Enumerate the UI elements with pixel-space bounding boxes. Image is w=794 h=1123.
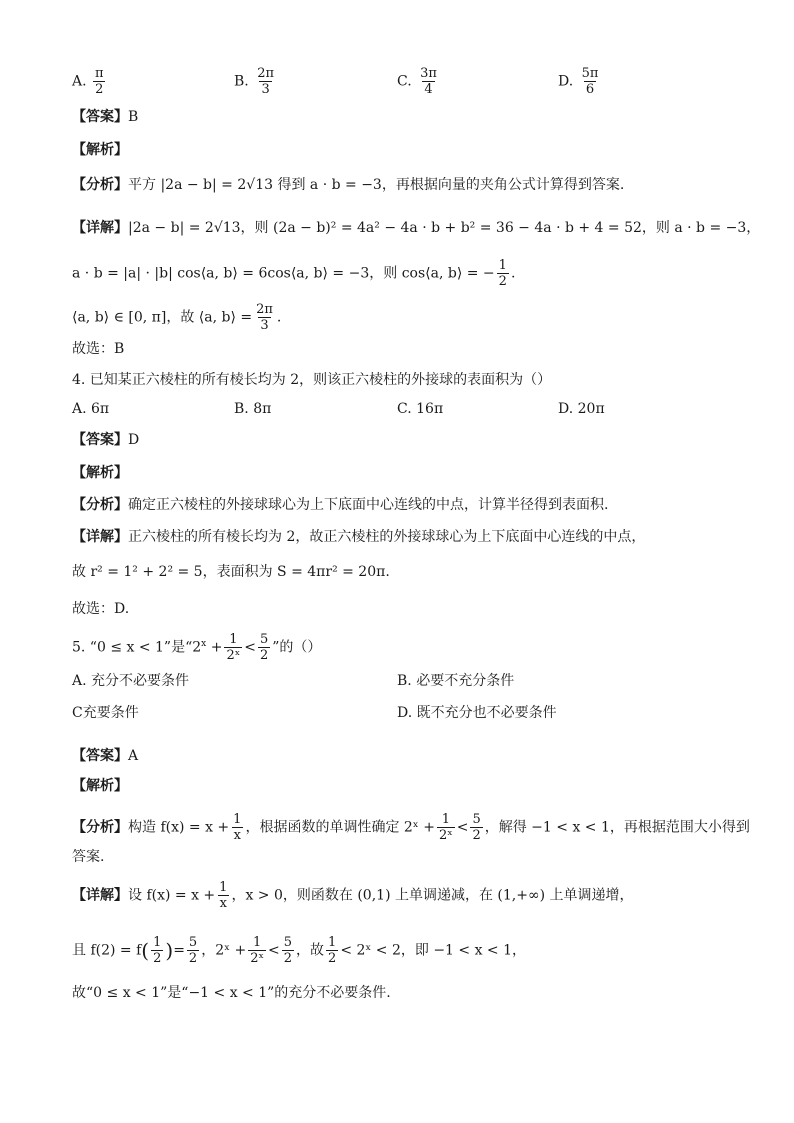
- fraction: [282, 935, 294, 966]
- numerator: 1: [153, 935, 162, 950]
- option-text: 8π: [253, 401, 272, 417]
- numerator: 5: [472, 812, 481, 827]
- denominator: x: [233, 828, 241, 843]
- answer-value: A: [128, 748, 139, 764]
- option-fraction: [255, 66, 276, 97]
- detail-tag: 【详解】: [72, 220, 128, 236]
- detail-text: .: [276, 309, 282, 326]
- fraction: [187, 935, 199, 966]
- detail-text: < 2ˣ < 2，即 −1 < x < 1，: [340, 942, 527, 959]
- denominator: 2: [472, 828, 481, 843]
- fenxi-tag: 【分析】: [72, 497, 128, 513]
- stem-superscript: x: [201, 638, 207, 649]
- denominator: 3: [260, 318, 269, 333]
- numerator: π: [95, 66, 104, 81]
- q4-option-c: [397, 399, 443, 419]
- numerator: 5π: [581, 66, 599, 81]
- detail-text: =: [173, 942, 185, 959]
- denominator: 2: [283, 951, 293, 966]
- q3-analysis-tag: [72, 140, 128, 160]
- q4-stem: [72, 370, 551, 390]
- stem-text: <: [244, 639, 256, 656]
- option-label: B.: [234, 73, 249, 90]
- detail-text: ，x > 0，则函数在 (0,1) 上单调递减，在 (1,+∞) 上单调递增，: [231, 887, 634, 904]
- q3-option-b: [234, 66, 278, 97]
- question-stem: 4. 已知某正六棱柱的所有棱长均为 2，则该正六棱柱的外接球的表面积为（）: [72, 372, 552, 388]
- numerator: 1: [252, 935, 262, 950]
- fenxi-text: 平方 |2a − b| = 2√13 得到 a · b = −3，再根据向量的夹角公式计算得到答案.: [128, 177, 625, 193]
- option-label: D.: [397, 705, 413, 721]
- detail-text: ，故: [296, 942, 325, 959]
- answer-tag: 【答案】: [72, 432, 128, 448]
- denominator: 3: [261, 82, 270, 97]
- numerator: 1: [498, 258, 507, 273]
- q5-fenxi-cont: [72, 847, 104, 867]
- option-text: 必要不充分条件: [416, 673, 515, 689]
- detail-text: 设 f(x) = x +: [128, 887, 216, 904]
- detail-text: a · b = |a| · |b| cos⟨a, b⟩ = 6cos⟨a, b⟩ = −3，则 cos⟨a, b⟩ = −: [72, 265, 495, 282]
- numerator: 1: [229, 632, 238, 647]
- fenxi-tag: 【分析】: [72, 819, 128, 836]
- numerator: 2π: [257, 66, 275, 81]
- denominator: 2: [188, 951, 198, 966]
- q5-fenxi: [72, 812, 750, 843]
- q3-detail-2: [72, 258, 515, 289]
- choose-text: 故选：D.: [72, 601, 130, 617]
- option-text: 充分不必要条件: [91, 673, 190, 689]
- choose-text: 故选：B: [72, 341, 125, 357]
- option-text: 既不充分也不必要条件: [416, 705, 557, 721]
- numerator: 1: [233, 812, 242, 827]
- right-paren: ): [165, 938, 174, 963]
- q3-detail-3: [72, 302, 281, 333]
- q5-detail-1: [72, 880, 634, 911]
- fraction: [217, 880, 229, 911]
- fenxi-text: 答案.: [72, 849, 105, 865]
- fenxi-text: 构造 f(x) = x +: [128, 819, 230, 836]
- fenxi-tag: 【分析】: [72, 177, 128, 193]
- option-label: B.: [234, 401, 249, 417]
- detail-tag: 【详解】: [72, 887, 128, 904]
- denominator: x: [219, 896, 227, 911]
- fraction: [437, 812, 455, 843]
- detail-text: 故“0 ≤ x < 1”是“−1 < x < 1”的充分不必要条件.: [72, 985, 391, 1001]
- q4-choose: [72, 599, 129, 619]
- fenxi-text: ，解得 −1 < x < 1，再根据范围大小得到: [484, 819, 750, 836]
- stem-text: +: [206, 639, 223, 656]
- detail-text: ⟨a, b⟩ ∈ [0, π]，故 ⟨a, b⟩ =: [72, 309, 253, 326]
- answer-value: B: [128, 109, 139, 125]
- q3-option-c: [397, 66, 441, 97]
- q5-detail-2: [72, 935, 526, 966]
- stem-text: 5. “0 ≤ x < 1”是“2: [72, 639, 202, 656]
- q5-option-a: [72, 671, 189, 691]
- option-label: A.: [72, 673, 87, 689]
- analysis-tag: 【解析】: [72, 142, 128, 158]
- numerator: 1: [219, 880, 228, 895]
- option-label: A.: [72, 73, 87, 90]
- option-fraction: [93, 66, 106, 97]
- q3-option-d: [558, 66, 602, 97]
- denominator: 2: [259, 648, 269, 663]
- numerator: 5: [188, 935, 198, 950]
- numerator: 5: [283, 935, 293, 950]
- option-label: C.: [397, 73, 412, 90]
- denominator: 2: [95, 82, 104, 97]
- fraction: [151, 935, 163, 966]
- q4-option-a: [72, 399, 109, 419]
- detail-text: 正六棱柱的所有棱长均为 2，故正六棱柱的外接球球心为上下底面中心连线的中点，: [128, 529, 646, 545]
- option-label: C: [72, 705, 83, 721]
- option-text: 16π: [416, 401, 444, 417]
- option-label: C.: [397, 401, 412, 417]
- option-label: A.: [72, 401, 87, 417]
- q5-analysis-tag: [72, 776, 128, 796]
- denominator: 2: [328, 951, 337, 966]
- q3-detail-1: [72, 218, 760, 238]
- option-label: D.: [558, 401, 574, 417]
- option-fraction: [580, 66, 601, 97]
- fraction: [258, 632, 270, 663]
- denominator: 2: [153, 951, 162, 966]
- stem-text: ”的（）: [272, 639, 322, 656]
- denominator: 6: [585, 82, 595, 97]
- numerator: 1: [328, 935, 337, 950]
- q5-option-b: [397, 671, 514, 691]
- denominator: 2: [498, 274, 507, 289]
- numerator: 5: [259, 632, 269, 647]
- detail-text: 故 r² = 1² + 2² = 5，表面积为 S = 4πr² = 20π.: [72, 564, 390, 580]
- detail-text: .: [510, 265, 516, 282]
- q3-answer: [72, 107, 138, 127]
- numerator: 2π: [256, 302, 273, 317]
- fraction: [231, 812, 243, 843]
- answer-tag: 【答案】: [72, 748, 128, 764]
- option-label: D.: [558, 73, 574, 90]
- fraction: [224, 632, 242, 663]
- q5-stem: [72, 632, 321, 663]
- analysis-tag: 【解析】: [72, 778, 128, 794]
- q3-choose: [72, 339, 124, 359]
- fenxi-text: <: [456, 819, 469, 836]
- denominator: 2ˣ: [438, 828, 453, 843]
- fraction: [254, 302, 275, 333]
- fenxi-text: 确定正六棱柱的外接球球心为上下底面中心连线的中点，计算半径得到表面积.: [128, 497, 609, 513]
- option-fraction: [418, 66, 439, 97]
- q4-fenxi: [72, 495, 608, 515]
- option-text: 6π: [91, 401, 110, 417]
- q4-detail-1: [72, 527, 645, 547]
- fraction: [248, 935, 266, 966]
- q5-option-d: [397, 703, 557, 723]
- fraction: [470, 812, 482, 843]
- q3-fenxi: [72, 175, 624, 195]
- answer-tag: 【答案】: [72, 109, 128, 125]
- option-label: B.: [397, 673, 412, 689]
- detail-text: 且 f(2) = f: [72, 942, 142, 959]
- q4-answer: [72, 430, 139, 450]
- detail-text: <: [268, 942, 280, 959]
- left-paren: (: [141, 938, 150, 963]
- q5-detail-3: [72, 983, 391, 1003]
- detail-text: |2a − b| = 2√13，则 (2a − b)² = 4a² − 4a · b + b² = 36 − 4a · b + 4 = 52，则 a · b = −3，: [128, 220, 761, 236]
- detail-tag: 【详解】: [72, 529, 128, 545]
- fenxi-text: ，根据函数的单调性确定 2ˣ +: [245, 819, 435, 836]
- option-text: 充要条件: [82, 705, 139, 721]
- option-text: 20π: [577, 401, 605, 417]
- q4-option-b: [234, 399, 271, 419]
- q5-answer: [72, 746, 138, 766]
- answer-value: D: [128, 432, 140, 448]
- numerator: 3π: [420, 66, 437, 81]
- denominator: 2ˣ: [250, 951, 265, 966]
- numerator: 1: [441, 812, 450, 827]
- q4-analysis-tag: [72, 463, 128, 483]
- detail-text: ，2ˣ +: [201, 942, 247, 959]
- analysis-tag: 【解析】: [72, 465, 128, 481]
- q4-option-d: [558, 399, 605, 419]
- denominator: 2ˣ: [226, 648, 241, 663]
- fraction: [497, 258, 509, 289]
- q3-option-a: [72, 66, 108, 97]
- q4-detail-2: [72, 562, 390, 582]
- fraction: [326, 935, 338, 966]
- q5-option-c: [72, 703, 139, 723]
- denominator: 4: [424, 82, 433, 97]
